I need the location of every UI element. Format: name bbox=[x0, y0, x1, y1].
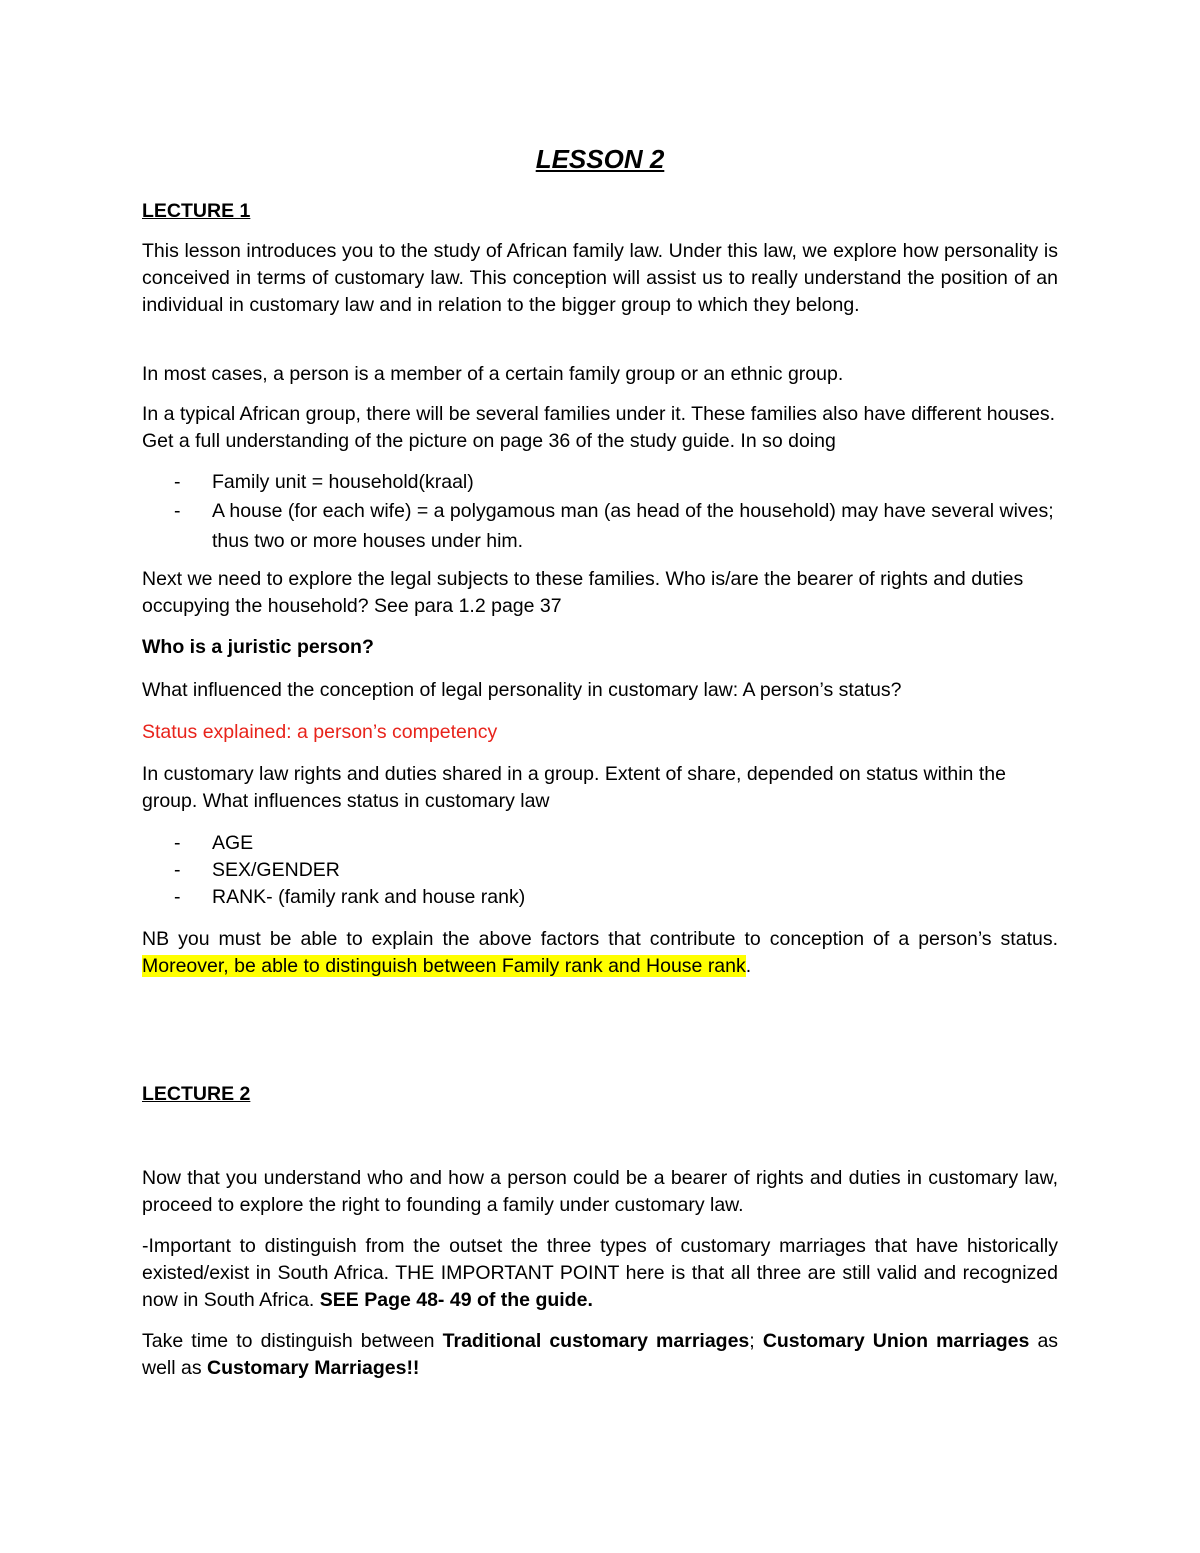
lecture-2-paragraph-2: -Important to distinguish from the outset the three types of customary marriages that have historically existed/exist in South Africa. THE IMPORTANT POINT here is that all three are still valid and recognized now in South Africa. SEE Page 48- 49 of the guide. bbox=[142, 1235, 1058, 1311]
list-item: - A house (for each wife) = a polygamous man (as head of the household) may have several wives; thus two or more houses under him. bbox=[174, 500, 1054, 552]
lecture-1-heading: LECTURE 1 bbox=[142, 200, 251, 222]
lecture-2-paragraph-3: Take time to distinguish between Traditional customary marriages; Customary Union marriages as well as Customary Marriages!! bbox=[142, 1330, 1059, 1379]
status-factors-list bbox=[142, 830, 1058, 911]
lecture-1-paragraph-7: In customary law rights and duties shared in a group. Extent of share, depended on status within the group. What influences status in customary law bbox=[142, 763, 1006, 812]
highlighted-text: Moreover, be able to distinguish between Family rank and House rank bbox=[142, 955, 746, 977]
list-item: - SEX/GENDER bbox=[174, 859, 340, 881]
list-item: - AGE bbox=[174, 832, 254, 854]
lecture-1-paragraph-3: In a typical African group, there will be several families under it. These families also have different houses. Get a full understanding of the picture on page 36 of the study guide. In so doing bbox=[142, 403, 1056, 452]
lecture-1-nb-paragraph: NB you must be able to explain the above factors that contribute to conception of a person’s status. Moreover, be able to distinguish between Family rank and House rank. bbox=[142, 928, 1058, 977]
household-bullet-list bbox=[142, 469, 1058, 556]
lecture-1-paragraph-4: Next we need to explore the legal subjects to these families. Who is/are the bearer of rights and duties occupying the household? See para 1.2 page 37 bbox=[142, 568, 1024, 617]
list-item: - RANK- (family rank and house rank) bbox=[174, 886, 526, 908]
lecture-1-paragraph-1: This lesson introduces you to the study of African family law. Under this law, we explore how personality is conceived in terms of customary law. This conception will assist us to really understand the position of an individual in customary law and in relation to the bigger group to which they belong. bbox=[142, 240, 1058, 316]
lecture-2-heading: LECTURE 2 bbox=[142, 1083, 251, 1105]
lecture-1-paragraph-2: In most cases, a person is a member of a certain family group or an ethnic group. bbox=[142, 363, 844, 385]
juristic-person-question: Who is a juristic person? bbox=[142, 636, 374, 658]
list-item: - Family unit = household(kraal) bbox=[174, 471, 474, 493]
page-title: LESSON 2 bbox=[535, 144, 665, 174]
lecture-2-paragraph-1: Now that you understand who and how a person could be a bearer of rights and duties in customary law, proceed to explore the right to founding a family under customary law. bbox=[142, 1167, 1058, 1216]
lecture-1-paragraph-5: What influenced the conception of legal personality in customary law: A person’s status? bbox=[142, 679, 902, 701]
status-explained-note: Status explained: a person’s competency bbox=[142, 721, 498, 743]
